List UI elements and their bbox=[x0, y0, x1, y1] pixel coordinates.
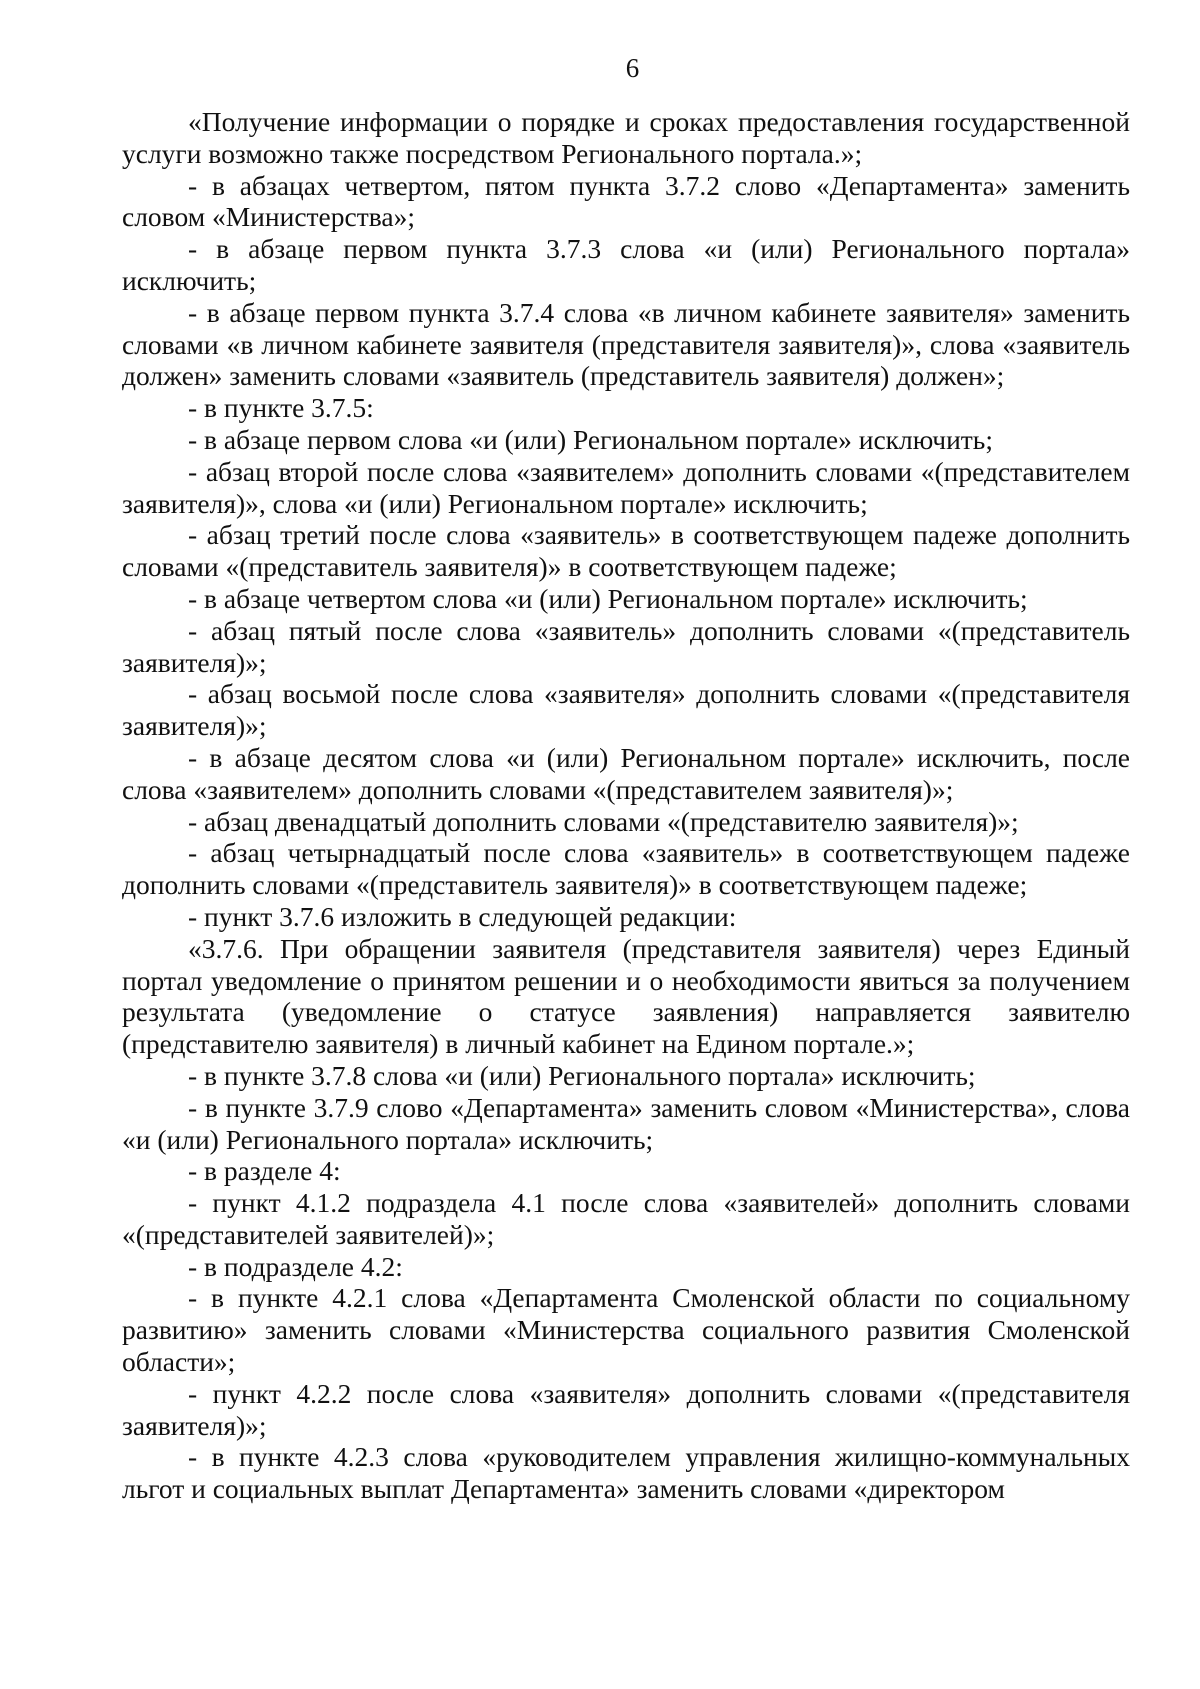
paragraph-22: - в пункте 4.2.1 слова «Департамента Смоленской области по социальному развитию» заменить словами «Министерства социального развития Смоленской области»; bbox=[122, 1282, 1130, 1378]
paragraph-2: - в абзацах четвертом, пятом пункта 3.7.2 слово «Департамента» заменить словом «Министерства»; bbox=[122, 169, 1130, 233]
paragraph-15: - пункт 3.7.6 изложить в следующей редакции: bbox=[188, 900, 737, 932]
paragraph-12: - в абзаце десятом слова «и (или) Региональном портале» исключить, после слова «заявителем» дополнить словами «(представителем заявителя)»; bbox=[122, 741, 1130, 805]
paragraph-3: - в абзаце первом пункта 3.7.3 слова «и (или) Регионального портала» исключить; bbox=[122, 233, 1130, 296]
paragraph-1: «Получение информации о порядке и сроках предоставления государственной услуги возможно также посредством Регионального портала.»; bbox=[122, 106, 1130, 169]
paragraph-11: - абзац восьмой после слова «заявителя» дополнить словами «(представителя заявителя)»; bbox=[122, 678, 1130, 742]
paragraph-16: «3.7.6. При обращении заявителя (представителя заявителя) через Единый портал уведомление о принятом решении и о необходимости явиться за получением результата (уведомление о статусе заявления) направляется заявителю (представителю заявителя) в личный кабинет на Едином портале.»; bbox=[122, 932, 1130, 1060]
paragraph-4: - в абзаце первом пункта 3.7.4 слова «в личном кабинете заявителя» заменить словами «в личном кабинете заявителя (представителя заявителя)», слова «заявитель должен» заменить словами «заявитель (представитель заявителя) должен»; bbox=[122, 296, 1130, 392]
paragraph-20: - пункт 4.1.2 подраздела 4.1 после слова «заявителей» дополнить словами «(представителей заявителей)»; bbox=[122, 1187, 1130, 1250]
paragraph-5: - в пункте 3.7.5: bbox=[188, 392, 374, 424]
paragraph-23: - пункт 4.2.2 после слова «заявителя» дополнить словами «(представителя заявителя)»; bbox=[122, 1377, 1130, 1441]
paragraph-14: - абзац четырнадцатый после слова «заявитель» в соответствующем падеже дополнить словами «(представитель заявителя)» в соответствующем падеже; bbox=[122, 837, 1130, 901]
paragraph-19: - в разделе 4: bbox=[188, 1155, 341, 1187]
document-body bbox=[122, 106, 1130, 1505]
paragraph-10: - абзац пятый после слова «заявитель» дополнить словами «(представитель заявителя)»; bbox=[122, 614, 1130, 678]
paragraph-7: - абзац второй после слова «заявителем» дополнить словами «(представителем заявителя)», слова «и (или) Региональном портале» исключить; bbox=[122, 455, 1130, 519]
paragraph-13: - абзац двенадцатый дополнить словами «(представителю заявителя)»; bbox=[188, 805, 1019, 837]
page-number: 6 bbox=[625, 53, 640, 83]
paragraph-18: - в пункте 3.7.9 слово «Департамента» заменить словом «Министерства», слова «и (или) Регионального портала» исключить; bbox=[122, 1091, 1130, 1155]
paragraph-17: - в пункте 3.7.8 слова «и (или) Регионального портала» исключить; bbox=[188, 1059, 976, 1091]
paragraph-21: - в подразделе 4.2: bbox=[188, 1250, 403, 1282]
paragraph-8: - абзац третий после слова «заявитель» в соответствующем падеже дополнить словами «(представитель заявителя)» в соответствующем падеже; bbox=[122, 519, 1130, 583]
paragraph-24: - в пункте 4.2.3 слова «руководителем управления жилищно-коммунальных льгот и социальных выплат Департамента» заменить словами «директором bbox=[122, 1441, 1130, 1505]
paragraph-9: - в абзаце четвертом слова «и (или) Региональном портале» исключить; bbox=[188, 582, 1028, 614]
paragraph-6: - в абзаце первом слова «и (или) Региональном портале» исключить; bbox=[188, 423, 993, 455]
